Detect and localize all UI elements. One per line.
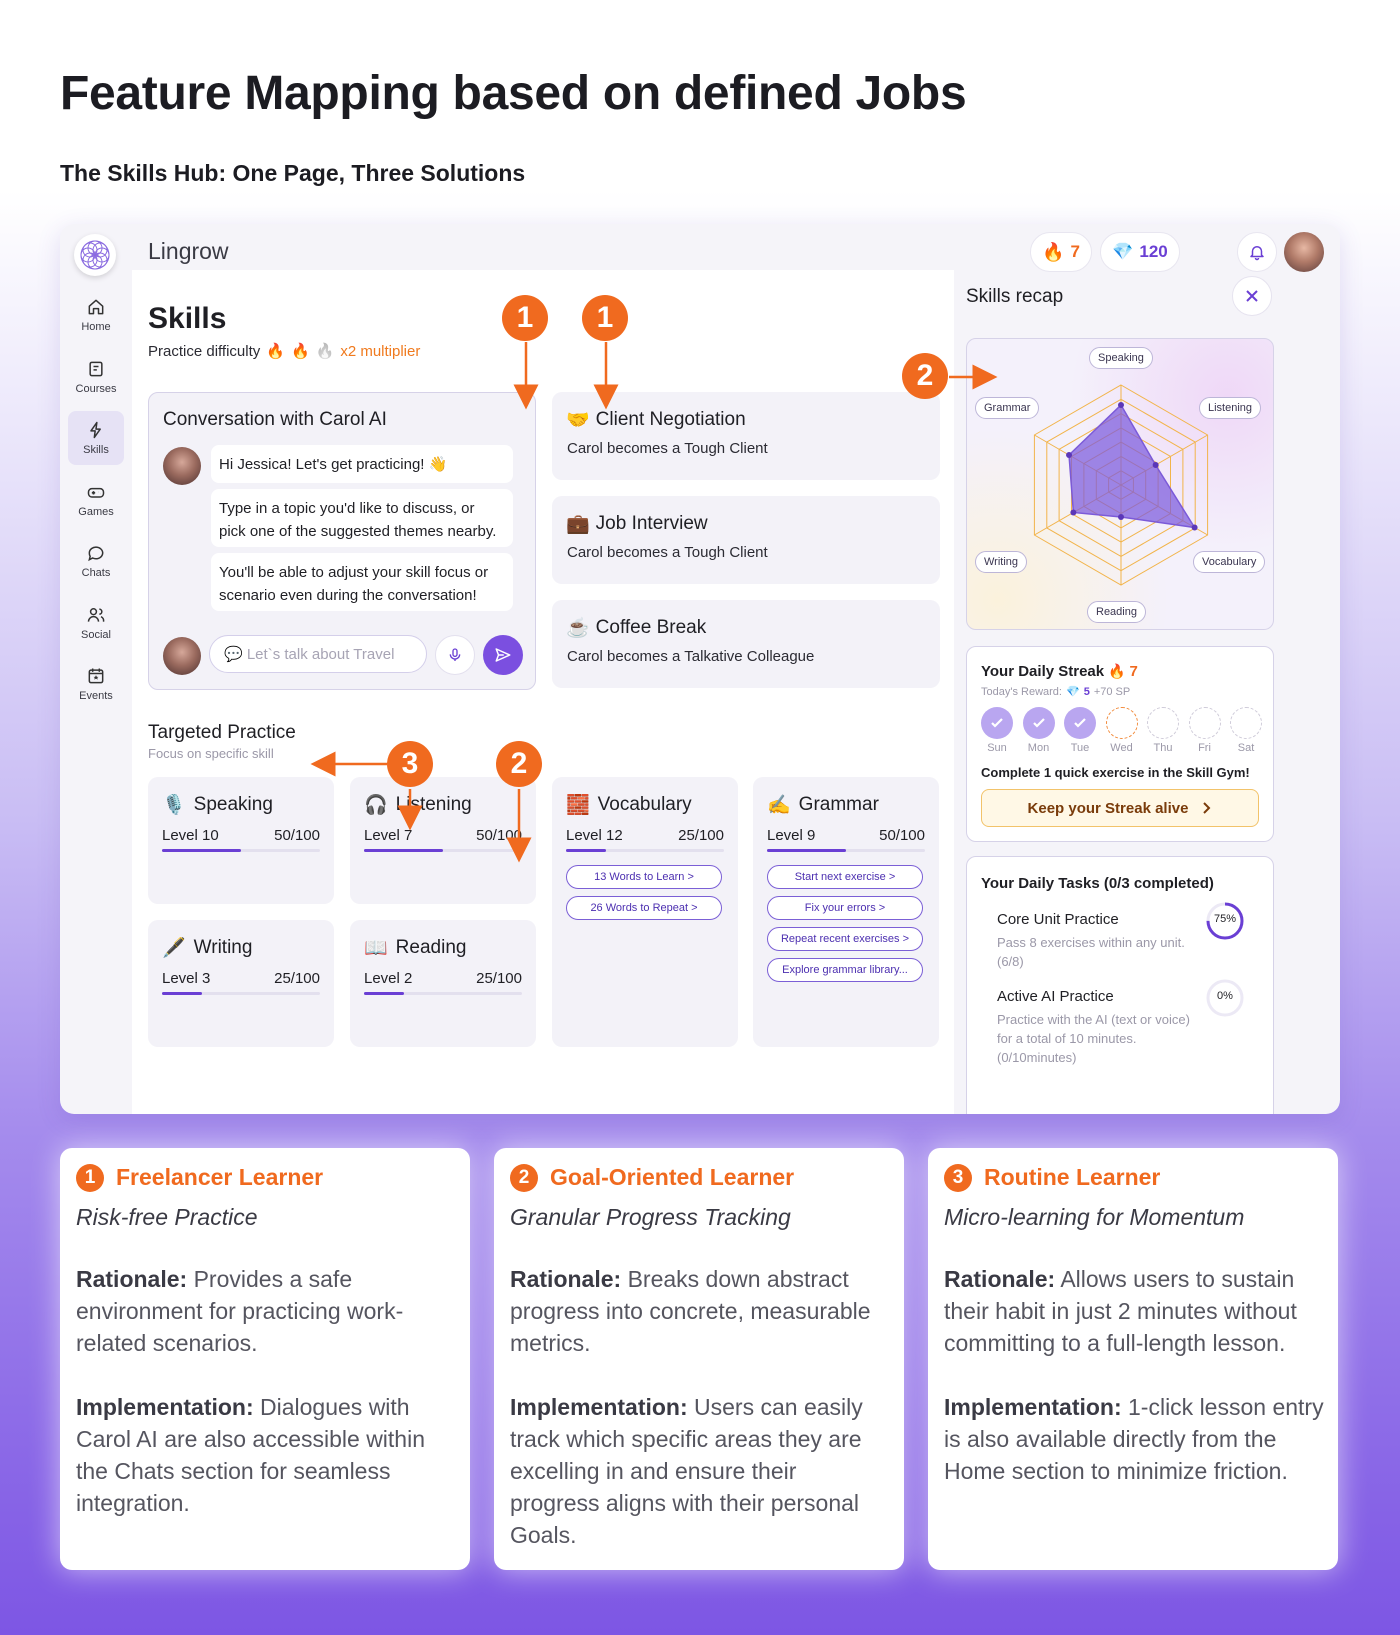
annotation-badge: 3 (387, 741, 433, 787)
page-title: Feature Mapping based on defined Jobs (60, 67, 967, 120)
persona-heading: Freelancer Learner (116, 1164, 324, 1190)
persona-implementation (76, 1391, 456, 1519)
annotation-badge: 2 (902, 353, 948, 399)
reward-label: Today's Reward: (981, 685, 1062, 698)
implementation-text: Dialogues with Carol AI are also accessible within the Chats section for seamless integration. (76, 1394, 425, 1516)
rationale-label: Rationale: (76, 1266, 188, 1292)
sidebar-item-label: Courses (75, 382, 117, 395)
chat-input[interactable]: 💬 Let`s talk about Travel (209, 635, 427, 673)
flame-icon: 🔥 (290, 343, 310, 360)
skills-title: Skills (148, 302, 227, 335)
scenario-emoji-icon: 🤝 (566, 410, 590, 431)
persona-rationale (76, 1263, 456, 1359)
skill-name-text: Grammar (798, 794, 879, 815)
task-percent: 75% (1213, 913, 1237, 925)
persona-rationale (944, 1263, 1324, 1359)
sidebar-item-label: Games (78, 505, 114, 518)
sidebar-item-label: Home (81, 321, 111, 333)
streak-day-label: Sat (1237, 742, 1255, 754)
skill-action-chip[interactable]: 26 Words to Repeat > (566, 896, 722, 920)
annotation-badge: 1 (502, 295, 548, 341)
streak-day-label: Sun (987, 742, 1007, 754)
skill-points: 25/100 (678, 827, 724, 844)
radar-label-grammar: Grammar (975, 397, 1039, 419)
skill-emoji-icon: 🎙️ (162, 795, 186, 816)
gem-icon: 💎 (1112, 242, 1134, 261)
keep-streak-label: Keep your Streak alive (1027, 799, 1189, 817)
rationale-text: Provides a safe environment for practicing work-related scenarios. (76, 1266, 404, 1356)
streak-title-text: Your Daily Streak (981, 663, 1105, 680)
annotation-badge: 2 (496, 741, 542, 787)
persona-number-badge: 1 (76, 1164, 104, 1192)
radar-label-reading: Reading (1087, 601, 1146, 623)
scenario-description: Carol becomes a Tough Client (567, 544, 768, 561)
skill-name-text: Reading (395, 937, 467, 958)
streak-day-label: Tue (1070, 742, 1090, 754)
persona-implementation (944, 1391, 1324, 1487)
radar-label-speaking: Speaking (1089, 347, 1153, 369)
task-name: Core Unit Practice (997, 911, 1119, 928)
sidebar-item-label: Social (81, 628, 111, 641)
scenario-title-text: Job Interview (595, 513, 708, 534)
skill-level: Level 9 (767, 827, 816, 844)
implementation-label: Implementation: (76, 1394, 254, 1420)
persona-subheading: Micro-learning for Momentum (944, 1204, 1245, 1230)
implementation-text: Users can easily track which specific areas they are excelling in and ensure their progress aligns with their personal Goals. (510, 1394, 863, 1548)
scenario-title-text: Coffee Break (595, 617, 707, 638)
task-name: Active AI Practice (997, 988, 1114, 1005)
reward-sp: +70 SP (1093, 685, 1131, 698)
chat-message: Type in a topic you'd like to discuss, or pick one of the suggested themes nearby. (211, 489, 513, 547)
sidebar-item-label: Skills (83, 444, 109, 456)
skill-action-chip[interactable]: Start next exercise > (767, 865, 923, 889)
persona-number-badge: 3 (944, 1164, 972, 1192)
skill-emoji-icon: 📖 (364, 938, 388, 959)
skill-emoji-icon: 🧱 (566, 795, 590, 816)
skill-name-text: Writing (193, 937, 253, 958)
gem-icon: 💎 (1065, 686, 1080, 698)
reward-gems: 5 (1083, 685, 1090, 698)
streak-count: 7 (1070, 242, 1080, 261)
chat-message: Hi Jessica! Let's get practicing! 👋 (211, 445, 513, 483)
flame-icon: 🔥 (266, 343, 285, 360)
streak-cta: Complete 1 quick exercise in the Skill Gym! (981, 765, 1250, 780)
scenario-emoji-icon: 💼 (566, 514, 590, 535)
skill-name-text: Listening (395, 794, 472, 815)
sidebar-item-label: Chats (81, 567, 111, 579)
chat-title: Conversation with Carol AI (163, 409, 387, 430)
recap-title: Skills recap (966, 286, 1064, 307)
chat-message: You'll be able to adjust your skill focus or scenario even during the conversation! (211, 553, 513, 611)
scenario-title-text: Client Negotiation (595, 409, 746, 430)
skill-name-text: Speaking (193, 794, 273, 815)
targeted-practice-title: Targeted Practice (148, 722, 296, 743)
rationale-text: Allows users to sustain their habit in just 2 minutes without committing to a full-length lesson. (944, 1266, 1297, 1356)
persona-card-3 (928, 1148, 1338, 1570)
skill-level: Level 7 (364, 827, 413, 844)
skill-action-chip[interactable]: Fix your errors > (767, 896, 923, 920)
sidebar-item-label: Events (79, 690, 113, 702)
skill-points: 25/100 (476, 970, 522, 987)
rationale-label: Rationale: (944, 1266, 1056, 1292)
persona-number-badge: 2 (510, 1164, 538, 1192)
skill-points: 25/100 (274, 970, 320, 987)
persona-rationale (510, 1263, 890, 1359)
implementation-label: Implementation: (510, 1394, 688, 1420)
annotation-badge: 1 (582, 295, 628, 341)
difficulty-label: Practice difficulty (148, 342, 261, 360)
streak-day-label: Mon (1027, 742, 1050, 754)
skill-emoji-icon: 🖋️ (162, 938, 186, 959)
streak-day-label: Thu (1153, 742, 1173, 754)
skill-points: 50/100 (476, 827, 522, 844)
radar-label-vocabulary: Vocabulary (1193, 551, 1265, 573)
flame-icon-inactive: 🔥 (315, 343, 335, 360)
persona-card-2 (494, 1148, 904, 1570)
app-name: Lingrow (148, 238, 229, 264)
task-percent: 0% (1217, 990, 1233, 1002)
skill-level: Level 3 (162, 970, 211, 987)
persona-implementation (510, 1391, 890, 1551)
streak-day-label: Fri (1198, 742, 1211, 754)
rationale-text: Breaks down abstract progress into concrete, measurable metrics. (510, 1266, 871, 1356)
gems-count: 120 (1139, 242, 1168, 261)
skill-name-text: Vocabulary (597, 794, 692, 815)
page-subtitle: The Skills Hub: One Page, Three Solutions (60, 160, 526, 186)
tasks-title: Your Daily Tasks (0/3 completed) (981, 875, 1214, 892)
skill-points: 50/100 (879, 827, 925, 844)
skill-action-chip[interactable]: Repeat recent exercises > (767, 927, 923, 951)
rationale-label: Rationale: (510, 1266, 622, 1292)
scenario-emoji-icon: ☕ (566, 618, 590, 639)
persona-card-1 (60, 1148, 470, 1570)
skill-level: Level 10 (162, 827, 219, 844)
implementation-text: 1-click lesson entry is also available directly from the Home section to minimize friction. (944, 1394, 1324, 1484)
task-description: Pass 8 exercises within any unit. (6/8) (997, 935, 1185, 969)
targeted-practice-subtitle: Focus on specific skill (148, 746, 274, 761)
persona-subheading: Granular Progress Tracking (510, 1204, 791, 1230)
scenario-description: Carol becomes a Tough Client (567, 440, 768, 457)
flame-icon: 🔥 (1108, 663, 1126, 679)
skill-points: 50/100 (274, 827, 320, 844)
radar-label-writing: Writing (975, 551, 1027, 573)
streak-title-count: 7 (1129, 663, 1138, 680)
persona-heading: Goal-Oriented Learner (550, 1164, 795, 1190)
skill-level: Level 12 (566, 827, 623, 844)
skill-emoji-icon: 🎧 (364, 795, 388, 816)
flame-icon: 🔥 (1042, 241, 1065, 262)
streak-day-label: Wed (1110, 742, 1133, 754)
skill-action-chip[interactable]: 13 Words to Learn > (566, 865, 722, 889)
task-description: Practice with the AI (text or voice) for a total of 10 minutes. (0/10minutes) (997, 1012, 1190, 1065)
persona-heading: Routine Learner (984, 1164, 1161, 1190)
skill-level: Level 2 (364, 970, 413, 987)
skill-action-chip[interactable]: Explore grammar library... (767, 958, 923, 982)
multiplier-label: x2 multiplier (340, 342, 421, 360)
scenario-description: Carol becomes a Talkative Colleague (567, 648, 815, 665)
skill-emoji-icon: ✍️ (767, 795, 791, 816)
implementation-label: Implementation: (944, 1394, 1122, 1420)
radar-label-listening: Listening (1199, 397, 1261, 419)
persona-subheading: Risk-free Practice (76, 1204, 258, 1230)
